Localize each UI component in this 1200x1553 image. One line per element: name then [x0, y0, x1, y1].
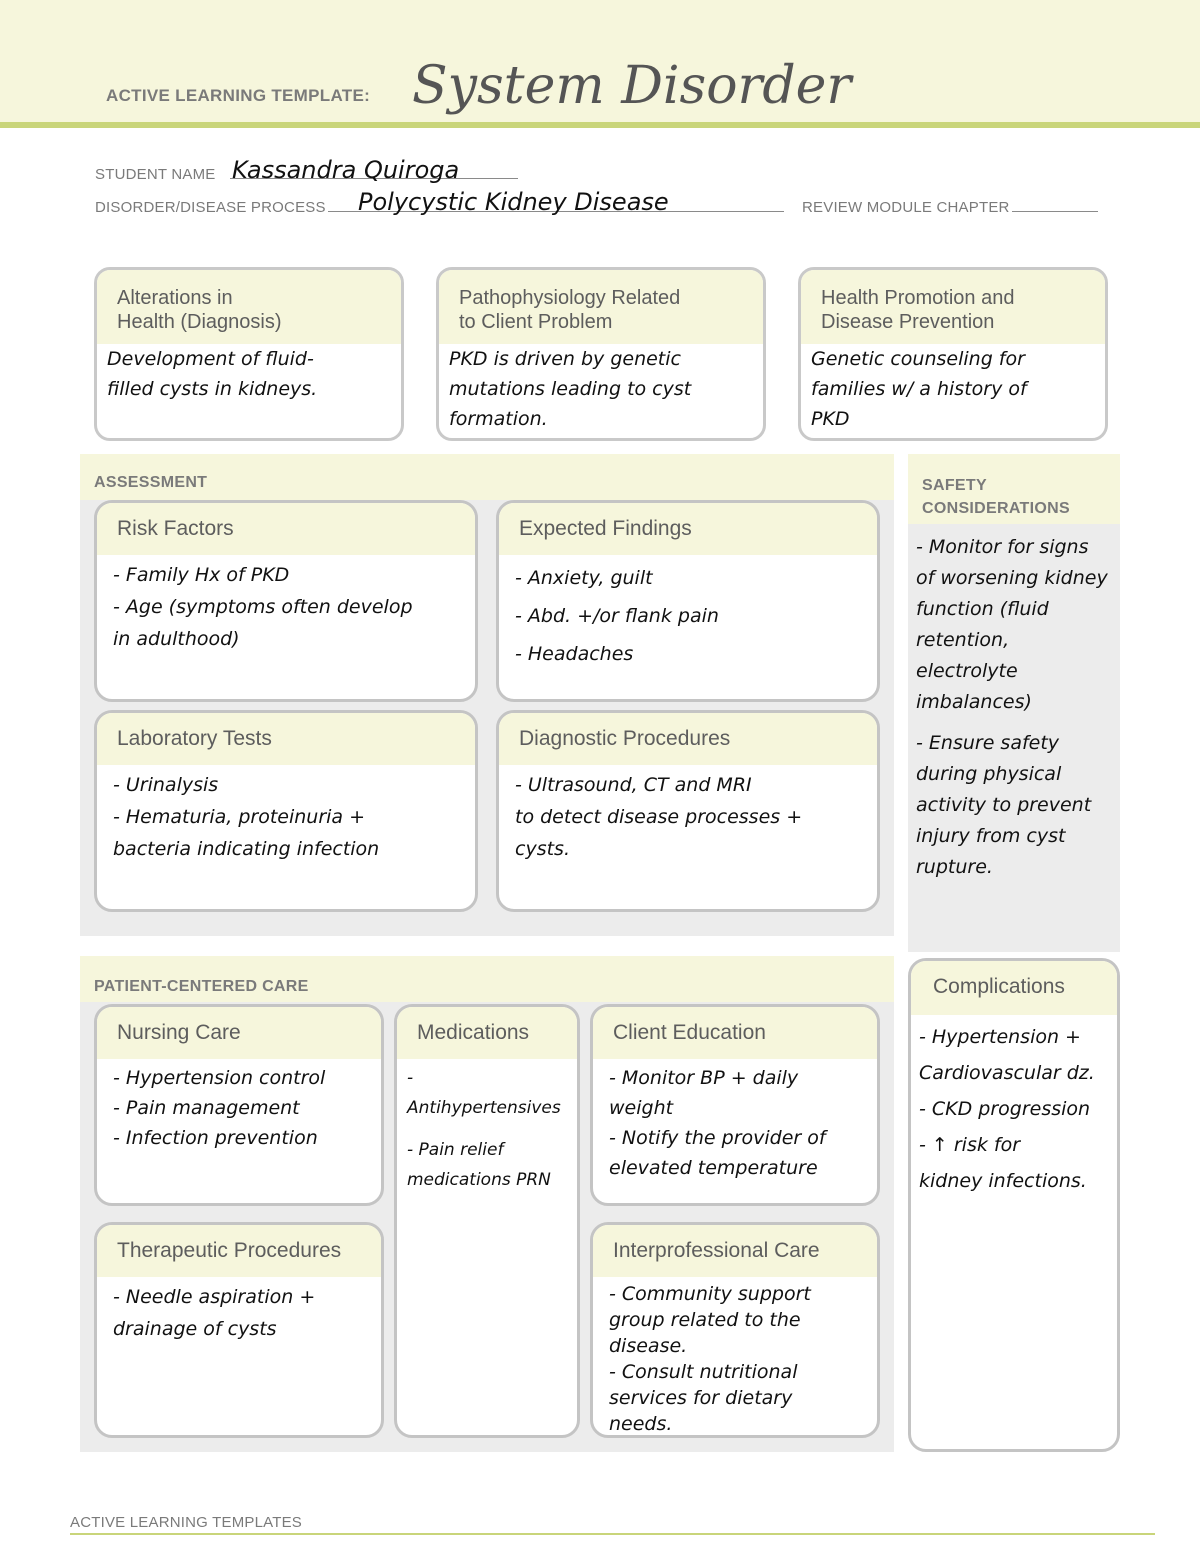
laboratory-tests-heading: Laboratory Tests [97, 713, 475, 765]
diagnostic-procedures-text[interactable]: - Ultrasound, CT and MRI to detect disease processes + cysts. [515, 774, 803, 860]
alterations-heading: Alterations in Health (Diagnosis) [97, 270, 401, 344]
laboratory-tests-card [94, 710, 478, 912]
health-promotion-text[interactable]: Genetic counseling for families w/ a history of PKD [811, 348, 1027, 430]
assessment-title: ASSESSMENT [94, 474, 208, 491]
expected-findings-card [496, 500, 880, 702]
chapter-label: REVIEW MODULE CHAPTER [802, 199, 1010, 216]
patient-centered-care-title: PATIENT-CENTERED CARE [94, 978, 309, 995]
nursing-care-card [94, 1004, 384, 1206]
pathophysiology-heading: Pathophysiology Related to Client Problem [439, 270, 763, 344]
diagnostic-procedures-card [496, 710, 880, 912]
chapter-field[interactable] [1012, 193, 1098, 212]
health-promotion-heading: Health Promotion and Disease Prevention [801, 270, 1105, 344]
medications-text[interactable]: - Antihypertensives - Pain relief medications PRN [407, 1068, 561, 1190]
safety-title: SAFETY CONSIDERATIONS [922, 477, 1070, 517]
disorder-label: DISORDER/DISEASE PROCESS [95, 199, 326, 216]
student-name-label: STUDENT NAME [95, 166, 216, 183]
therapeutic-procedures-text[interactable]: - Needle aspiration + drainage of cysts [113, 1286, 316, 1340]
footer-label: ACTIVE LEARNING TEMPLATES [70, 1514, 302, 1531]
nursing-care-heading: Nursing Care [97, 1007, 381, 1059]
medications-card [394, 1004, 580, 1438]
health-promotion-box [798, 267, 1108, 441]
expected-findings-text[interactable]: - Anxiety, guilt - Abd. +/or flank pain - Headaches [515, 567, 719, 665]
footer-rule [70, 1533, 1155, 1535]
client-education-text[interactable]: - Monitor BP + daily weight - Notify the provider of elevated temperature [609, 1067, 826, 1179]
client-education-card [590, 1004, 880, 1206]
student-name-value: Kassandra Quiroga [232, 156, 460, 184]
risk-factors-text[interactable]: - Family Hx of PKD - Age (symptoms often develop in adulthood) [113, 564, 413, 650]
safety-text[interactable]: - Monitor for signs of worsening kidney function (fluid retention, electrolyte imbalances) - Ensure safety during physical activity to prevent injury from cyst rupture. [916, 536, 1108, 878]
risk-factors-card [94, 500, 478, 702]
alterations-box [94, 267, 404, 441]
therapeutic-procedures-heading: Therapeutic Procedures [97, 1225, 381, 1277]
expected-findings-heading: Expected Findings [499, 503, 877, 555]
laboratory-tests-text[interactable]: - Urinalysis - Hematuria, proteinuria + bacteria indicating infection [113, 774, 380, 860]
complications-text[interactable]: - Hypertension + Cardiovascular dz. - CKD progression - ↑ risk for kidney infections. [919, 1026, 1095, 1192]
client-education-heading: Client Education [593, 1007, 877, 1059]
risk-factors-heading: Risk Factors [97, 503, 475, 555]
complications-card [908, 958, 1120, 1452]
medications-heading: Medications [397, 1007, 577, 1059]
interprofessional-care-card [590, 1222, 880, 1438]
pathophysiology-box [436, 267, 766, 441]
header-rule [0, 122, 1200, 128]
complications-heading: Complications [911, 961, 1117, 1015]
diagnostic-procedures-heading: Diagnostic Procedures [499, 713, 877, 765]
nursing-care-text[interactable]: - Hypertension control - Pain management - Infection prevention [113, 1067, 326, 1149]
interprofessional-care-heading: Interprofessional Care [593, 1225, 877, 1277]
therapeutic-procedures-card [94, 1222, 384, 1438]
template-label: ACTIVE LEARNING TEMPLATE: [106, 86, 371, 105]
disorder-value: Polycystic Kidney Disease [358, 188, 669, 216]
pathophysiology-text[interactable]: PKD is driven by genetic mutations leading to cyst formation. [449, 348, 692, 430]
template-title: System Disorder [412, 56, 852, 116]
interprofessional-care-text[interactable]: - Community support group related to the disease. - Consult nutritional services for dietary needs. [609, 1283, 811, 1435]
alterations-text[interactable]: Development of fluid- filled cysts in kidneys. [107, 348, 318, 400]
